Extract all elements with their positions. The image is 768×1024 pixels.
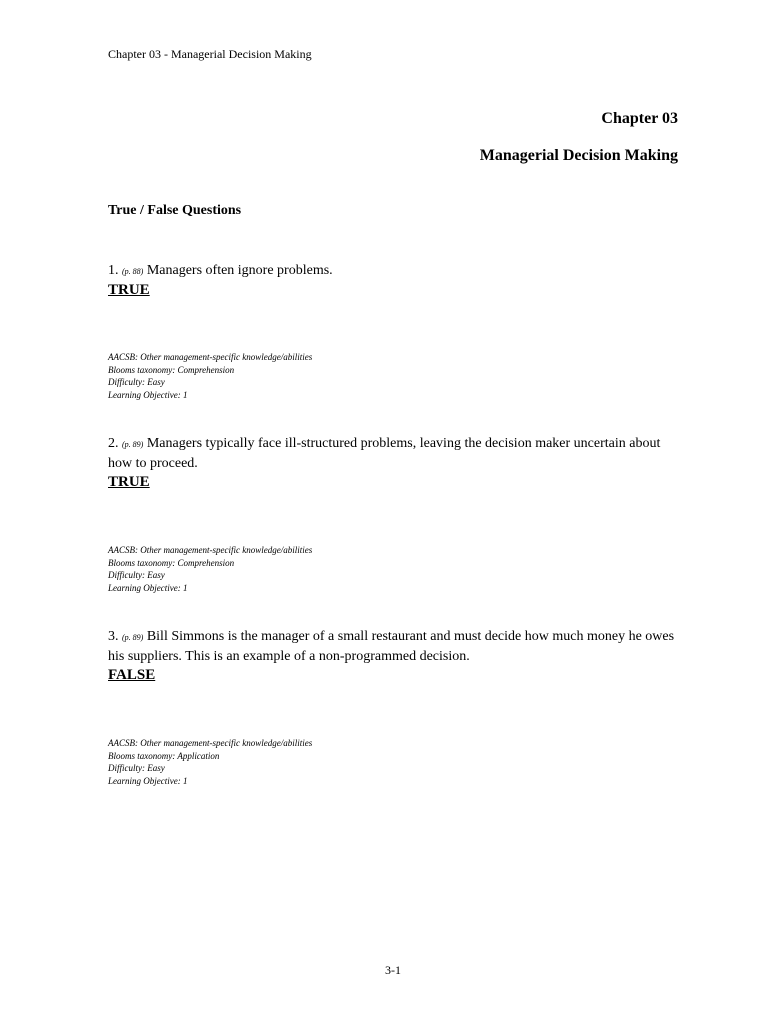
page-reference: (p. 88) <box>122 267 144 276</box>
answer: TRUE <box>108 474 150 490</box>
difficulty-tag: Difficulty: Easy <box>108 570 165 580</box>
running-header: Chapter 03 - Managerial Decision Making <box>108 47 312 61</box>
blooms-tag: Blooms taxonomy: Application <box>108 750 220 761</box>
blooms-tag: Blooms taxonomy: Comprehension <box>108 364 235 375</box>
learning-objective-tag: Learning Objective: 1 <box>108 775 188 786</box>
aacsb-tag: AACSB: Other management-specific knowledge/abilities <box>108 738 313 748</box>
chapter-title: Managerial Decision Making <box>479 147 678 164</box>
question-metadata <box>108 737 312 787</box>
question-text: Bill Simmons is the manager of a small restaurant and must decide how much money he owes his suppliers. This is an example of a non-programmed decision. <box>108 629 675 664</box>
question-number: 3. <box>108 629 119 644</box>
question-text-line <box>108 261 678 281</box>
difficulty-tag: Difficulty: Easy <box>108 763 165 773</box>
question-text: Managers typically face ill-structured problems, leaving the decision maker uncertain about how to proceed. <box>108 436 661 471</box>
learning-objective-tag: Learning Objective: 1 <box>108 582 188 593</box>
question-1 <box>108 261 678 400</box>
question-text-line <box>108 627 678 666</box>
page-reference: (p. 89) <box>122 440 144 449</box>
page-reference: (p. 89) <box>122 633 144 642</box>
question-text-line <box>108 434 678 473</box>
aacsb-tag: AACSB: Other management-specific knowledge/abilities <box>108 352 313 362</box>
blooms-tag: Blooms taxonomy: Comprehension <box>108 557 235 568</box>
question-text: Managers often ignore problems. <box>146 263 333 278</box>
question-2 <box>108 434 678 593</box>
question-number: 1. <box>108 263 119 278</box>
question-metadata <box>108 351 312 401</box>
learning-objective-tag: Learning Objective: 1 <box>108 389 188 400</box>
difficulty-tag: Difficulty: Easy <box>108 377 165 387</box>
page-number: 3-1 <box>385 963 401 977</box>
answer: TRUE <box>108 282 150 298</box>
chapter-number: Chapter 03 <box>601 110 678 127</box>
question-metadata <box>108 544 312 594</box>
question-number: 2. <box>108 436 119 451</box>
aacsb-tag: AACSB: Other management-specific knowledge/abilities <box>108 545 313 555</box>
answer: FALSE <box>108 667 156 683</box>
section-heading: True / False Questions <box>108 203 242 218</box>
question-3 <box>108 627 678 786</box>
